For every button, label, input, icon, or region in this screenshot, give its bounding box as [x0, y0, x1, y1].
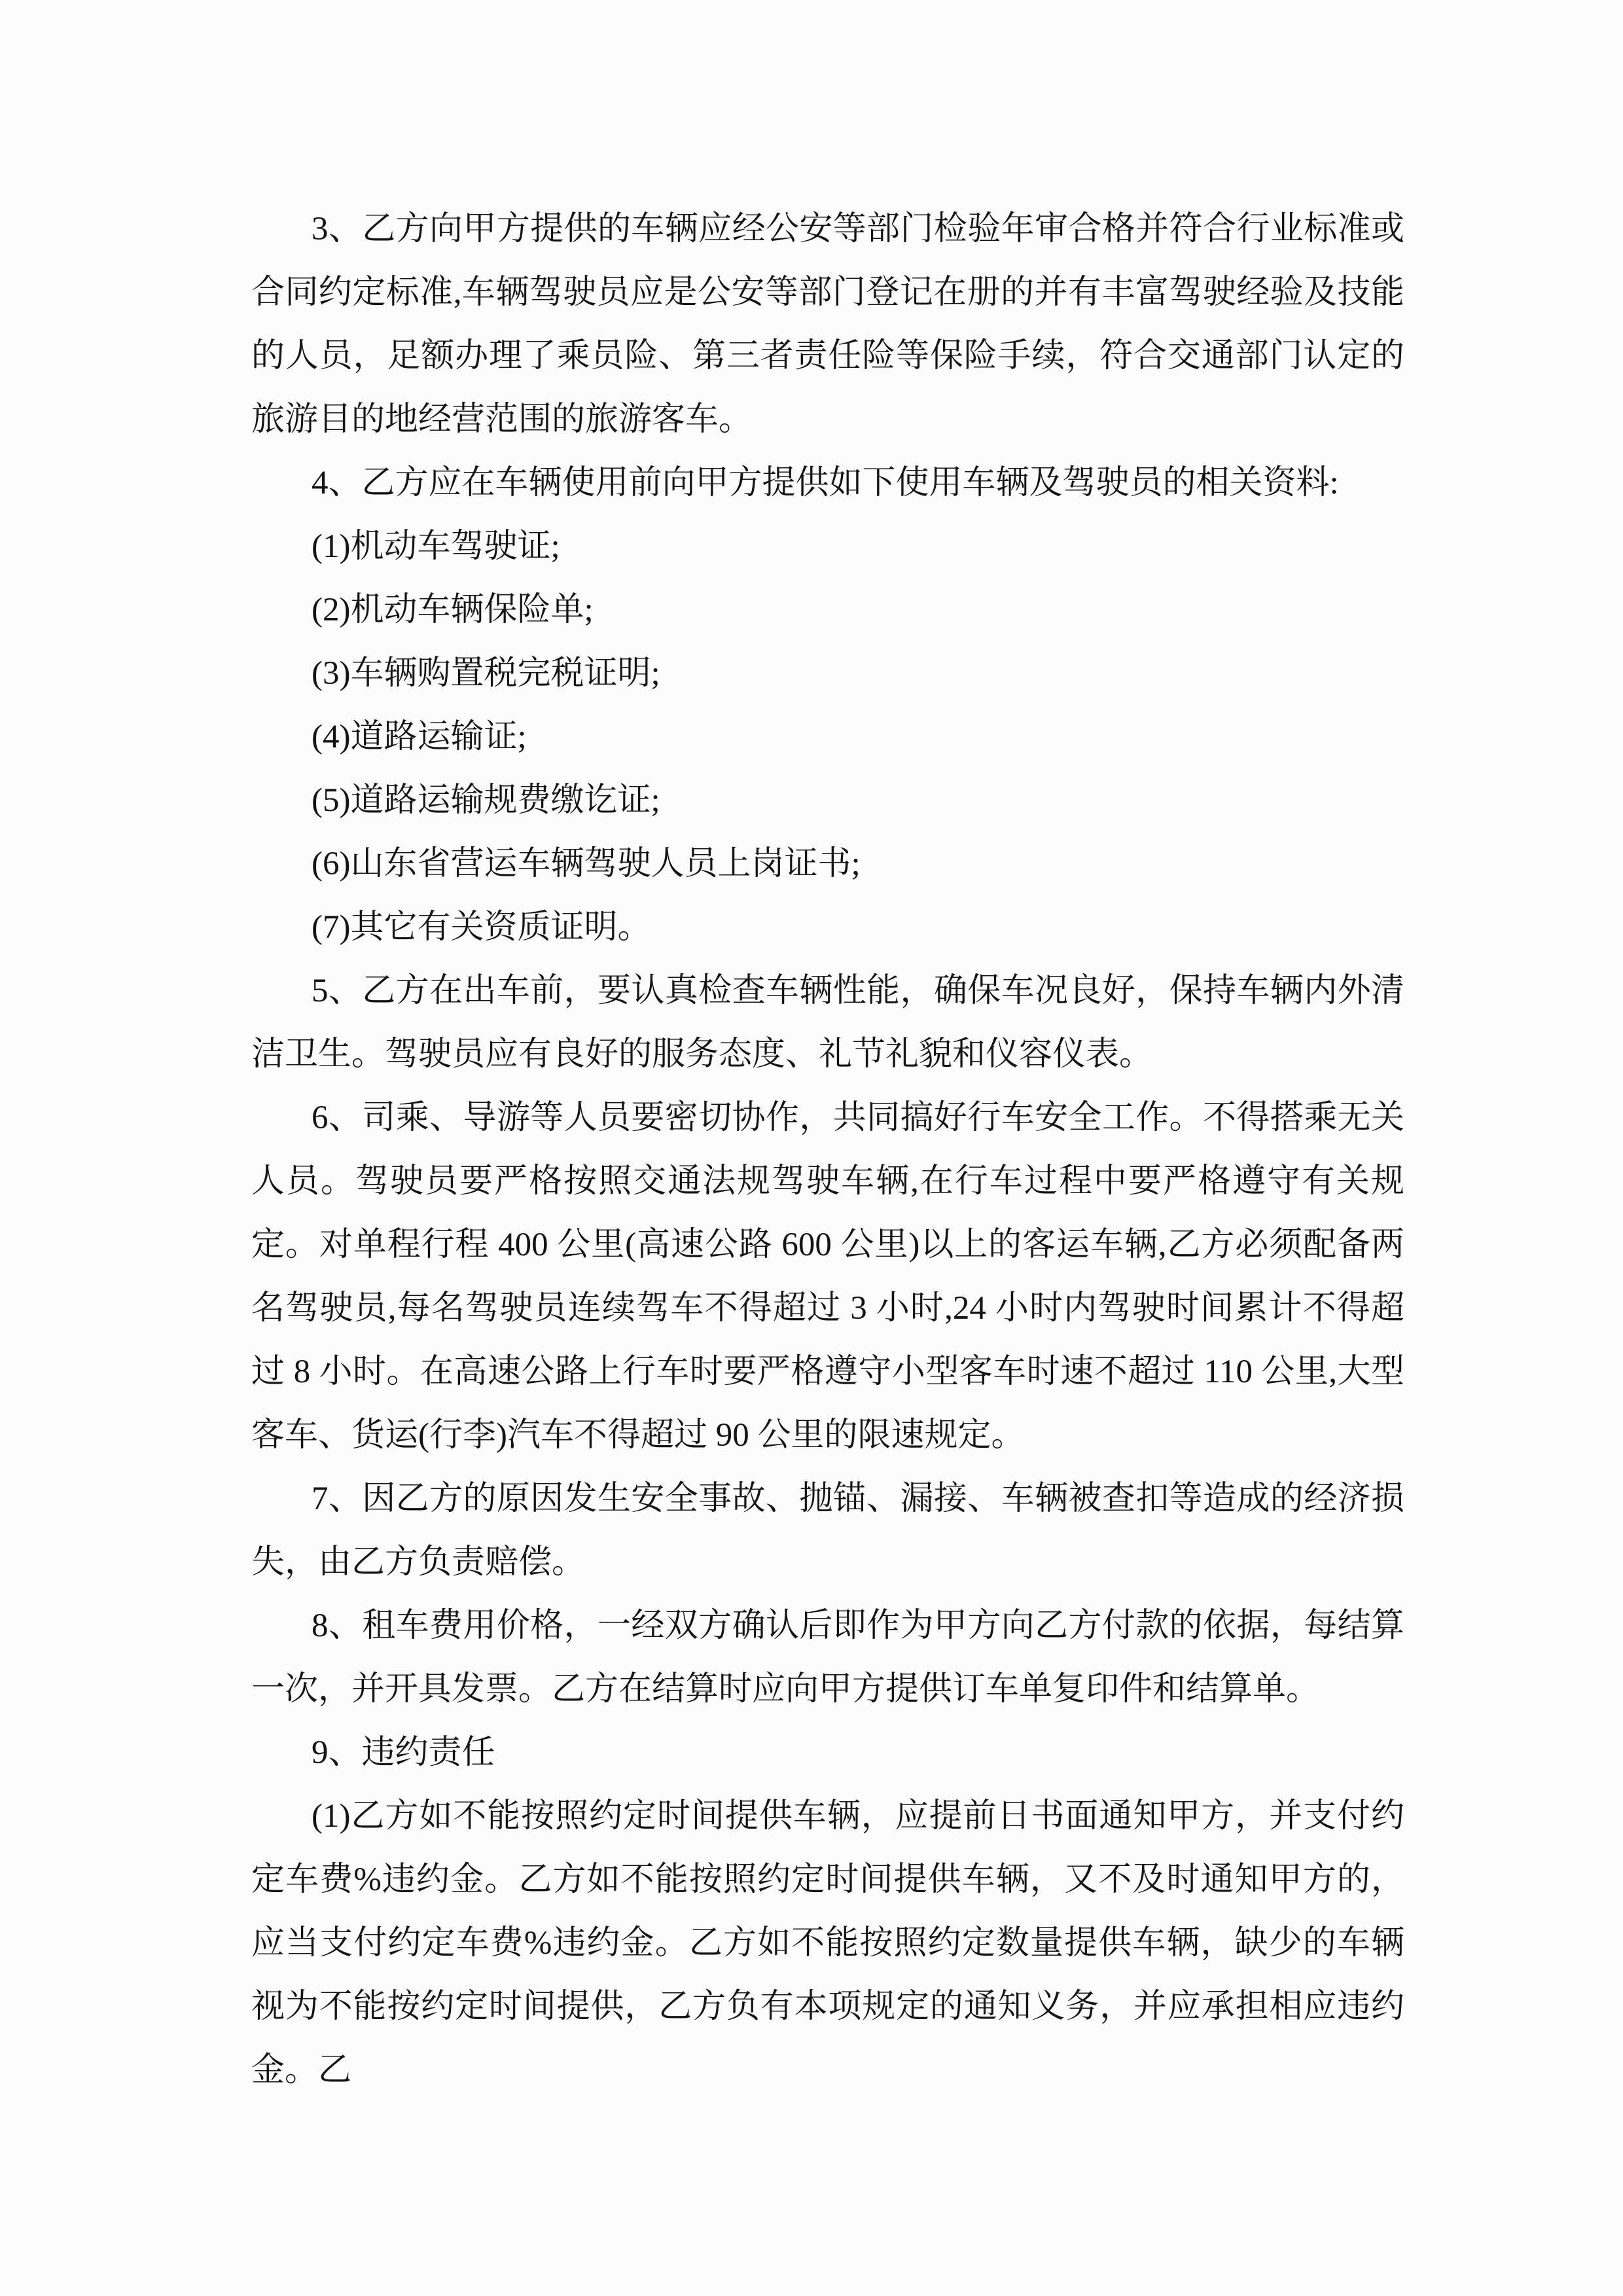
clause-5-pre-departure-inspection: 5、乙方在出车前，要认真检查车辆性能，确保车况良好，保持车辆内外清洁卫生。驾驶员应有良好的服务态度、礼节礼貌和仪容仪表。 [251, 973, 1404, 1073]
clause-7-liability-for-losses: 7、因乙方的原因发生安全事故、抛锚、漏接、车辆被查扣等造成的经济损失，由乙方负责赔偿。 [251, 1480, 1404, 1581]
clause-4-item-7-other-qualifications: (7)其它有关资质证明。 [312, 909, 651, 946]
clause-4-item-2-insurance-policy: (2)机动车辆保险单; [312, 592, 594, 628]
clause-4-item-6-driver-work-cert: (6)山东省营运车辆驾驶人员上岗证书; [312, 846, 861, 882]
clause-3-vehicle-standards: 3、乙方向甲方提供的车辆应经公安等部门检验年审合格并符合行业标准或合同约定标准,车辆驾驶员应是公安等部门登记在册的并有丰富驾驶经验及技能的人员，足额办理了乘员险、第三者责任险等保险手续，符合交通部门认定的旅游目的地经营范围的旅游客车。 [251, 211, 1404, 438]
clause-6-driving-safety-rules: 6、司乘、导游等人员要密切协作，共同搞好行车安全工作。不得搭乘无关人员。驾驶员要严格按照交通法规驾驶车辆,在行车过程中要严格遵守有关规定。对单程行程 400 公里(高速公路 600 公里)以上的客运车辆,乙方必须配备两名驾驶员,每名驾驶员连续驾车不得超过 3 小时,24 小时内驾驶时间累计不得超过 8 小时。在高速公路上行车时要严格遵守小型客车时速不超过 110 公里,大型客车、货运(行李)汽车不得超过 90 公里的限速规定。 [251, 1100, 1404, 1454]
clause-8-rental-fee-settlement: 8、租车费用价格，一经双方确认后即作为甲方向乙方付款的依据，每结算一次，并开具发票。乙方在结算时应向甲方提供订车单复印件和结算单。 [251, 1607, 1404, 1708]
clause-4-item-4-road-transport-permit: (4)道路运输证; [312, 719, 527, 755]
clause-9-item-1-breach-terms: (1)乙方如不能按照约定时间提供车辆，应提前日书面通知甲方，并支付约定车费%违约金。乙方如不能按照约定时间提供车辆，又不及时通知甲方的，应当支付约定车费%违约金。乙方如不能按照约定数量提供车辆，缺少的车辆视为不能按约定时间提供，乙方负有本项规定的通知义务，并应承担相应违约金。乙 [251, 1798, 1404, 2089]
clause-4-item-5-fee-payment-cert: (5)道路运输规费缴讫证; [312, 782, 660, 819]
clause-4-item-3-purchase-tax-proof: (3)车辆购置税完税证明; [312, 655, 660, 692]
clause-4-item-1-driving-license: (1)机动车驾驶证; [312, 528, 560, 565]
contract-body [251, 198, 1404, 2102]
clause-9-breach-liability-heading: 9、违约责任 [312, 1734, 495, 1771]
clause-4-required-documents: 4、乙方应在车辆使用前向甲方提供如下使用车辆及驾驶员的相关资料: [312, 465, 1339, 501]
